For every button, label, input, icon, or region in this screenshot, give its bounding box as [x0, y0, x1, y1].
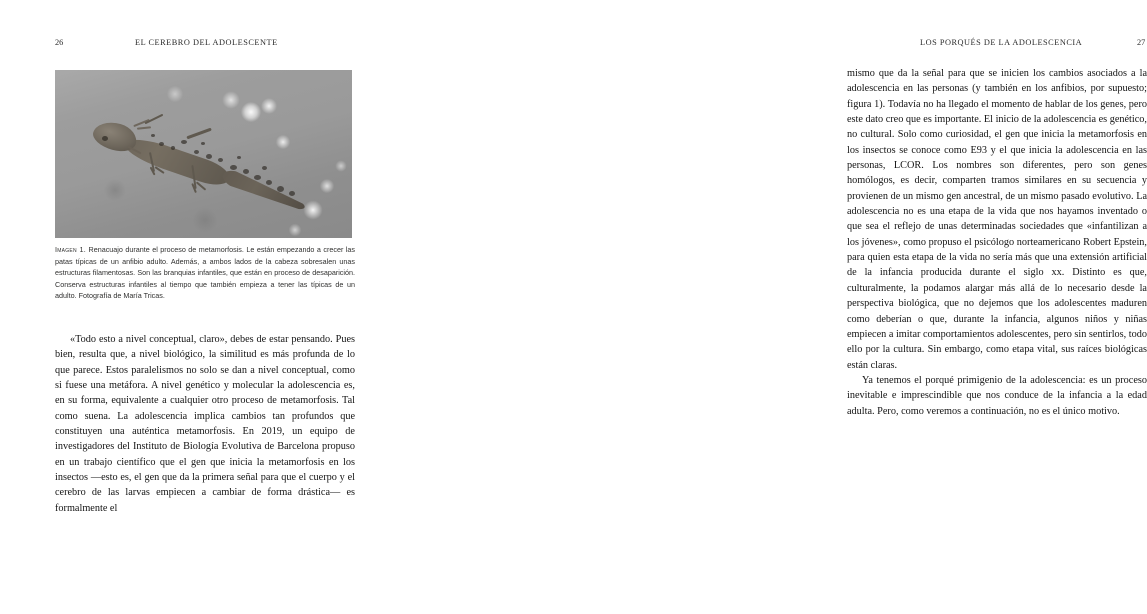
figure-caption-label: Imagen 1. — [55, 245, 87, 254]
larva-spot — [262, 166, 267, 170]
larva-tail — [220, 167, 308, 216]
running-head-left: EL CEREBRO DEL ADOLESCENTE — [135, 38, 278, 47]
larva-spot — [230, 165, 237, 170]
body-column-right — [847, 66, 1147, 419]
larva-eye — [102, 136, 108, 141]
larva-spot — [237, 156, 241, 159]
larva-spot — [151, 134, 155, 137]
larva-spot — [181, 140, 187, 144]
larva-spot — [243, 169, 249, 174]
larva-spot — [254, 175, 261, 180]
larva-spot — [159, 142, 164, 146]
figure-caption-text: Renacuajo durante el proceso de metamorfosis. Le están empezando a crecer las patas típicas de un anfibio adulto. Además, a ambos lados de la cabeza sobresalen unas estructuras filamentosas. Son las branquias infantiles, que están en proceso de desaparición. Conserva estructuras infantiles al tiempo que también empieza a tener las típicas de un adulto. Fotografía de María Tricas. — [55, 245, 355, 301]
larva-spot — [277, 186, 284, 192]
larva-spot — [201, 142, 205, 145]
paragraph: mismo que da la señal para que se inicien los cambios asociados a la adolescencia en las personas (y también en los anfibios, por supuesto; figura 1). Todavía no ha llegado el momento de hablar de los genes, pero este dato creo que es importante. El inicio de la adolescencia es genético, no cultural. Solo como curiosidad, el gen que inicia la metamorfosis en los insectos se conoce como E93 y el que inicia la adolescencia en las personas, LCOR. Los nombres son diferentes, pero son genes homólogos, es decir, comparten tramos similares en su secuencia y provienen de un mismo gen ancestral, de un mismo pasado evolutivo. La adolescencia no es una etapa de la vida que nos hayamos inventado o que sea el reflejo de unas determinadas sociedades que «infantilizan a los jóvenes», como propuso el psicólogo norteamericano Robert Epstein, para quien esta etapa de la vida no sería más que una extensión artificial de la infancia producida durante el siglo xx. Distinto es que, culturalmente, la podamos alargar más allá de lo necesario desde la perspectiva biológica, que no dejemos que los adolescentes maduren como deberían o que, durante la infancia, algunos niños y niñas empiecen a imitar comportamientos adolescentes, pero sin sentirlos, todo ello por la cultura. Sin embargo, como etapa vital, sus raíces biológicas están claras. — [847, 68, 1147, 371]
larva-upper-limb — [186, 128, 211, 139]
figure-image-1 — [55, 70, 352, 238]
right-page — [400, 0, 1147, 614]
larva-spot — [266, 180, 272, 185]
renacuajo-metamorfosis-photo — [55, 70, 352, 238]
larva-trunk — [121, 133, 232, 191]
larva-spot — [206, 154, 212, 159]
paragraph: «Todo esto a nivel conceptual, claro», debes de estar pensando. Pues bien, resulta que, a nivel biológico, la similitud es más profunda de lo que parece. Estos paralelismos no solo se dan a nivel conceptual, como si fuese una metáfora. A nivel genético y molecular la adolescencia es, en su forma, equivalente a cualquier otro proceso de metamorfosis. Tal como suena. La adolescencia implica cambios tan profundos que constituyen una auténtica metamorfosis. En 2019, un equipo de investigadores del Instituto de Biología Evolutiva de Barcelona propuso en un trabajo científico que el gen que inicia la metamorfosis en los insectos —esto es, el gen que da la primera señal para que el cuerpo y el cerebro de las larvas empiecen a cambiar de forma drástica— es formalmente el — [55, 334, 355, 514]
body-column-left — [55, 332, 355, 516]
larva-spot — [218, 158, 223, 162]
gill-filament — [137, 126, 151, 129]
larva-spot — [194, 150, 199, 154]
figure-caption — [55, 244, 355, 302]
paragraph: Ya tenemos el porqué primigenio de la adolescencia: es un proceso inevitable e imprescindible que nos conduce de la infancia a la edad adulta. Pero, como veremos a continuación, no es el único motivo. — [847, 374, 1147, 417]
larva-spot — [289, 191, 295, 196]
running-head-right: LOS PORQUÉS DE LA ADOLESCENCIA — [920, 38, 1083, 47]
left-page — [0, 0, 400, 614]
page-number-right: 27 — [1137, 38, 1146, 47]
page-number-left: 26 — [55, 38, 64, 47]
larva-spot — [171, 146, 175, 150]
